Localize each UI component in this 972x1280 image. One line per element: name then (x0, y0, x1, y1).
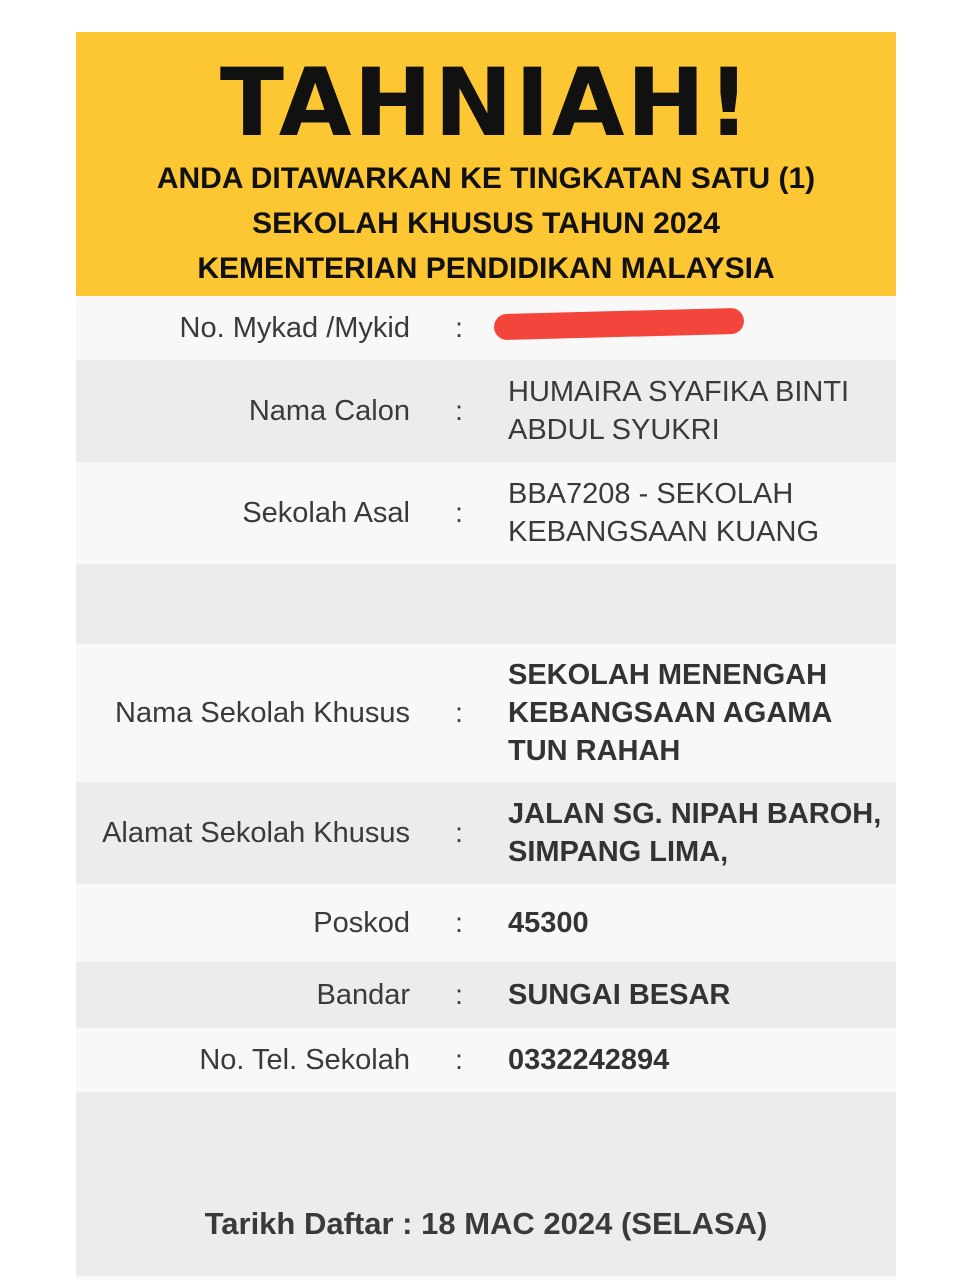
colon: : (455, 907, 463, 938)
sekolah-asal-value: BBA7208 - SEKOLAH KEBANGSAAN KUANG (508, 478, 820, 548)
row-sekolah-asal (76, 462, 896, 564)
row-alamat-sekolah-khusus (76, 782, 896, 884)
sekolah-asal-label: Sekolah Asal (242, 497, 410, 529)
poskod-value: 45300 (508, 907, 589, 939)
mykad-value (508, 309, 896, 347)
nama-calon-label: Nama Calon (248, 395, 410, 427)
spacer-row (76, 564, 896, 644)
colon: : (455, 817, 463, 848)
colon: : (455, 979, 463, 1010)
mykad-label: No. Mykad /Mykid (179, 312, 410, 344)
bandar-label: Bandar (316, 979, 410, 1011)
bandar-value: SUNGAI BESAR (508, 979, 731, 1011)
colon: : (455, 312, 463, 343)
colon: : (455, 497, 463, 528)
nama-calon-value: HUMAIRA SYAFIKA BINTI ABDUL SYUKRI (508, 376, 850, 446)
alamat-sekolah-khusus-value: JALAN SG. NIPAH BAROH, SIMPANG LIMA, (508, 798, 882, 868)
redaction-mark (494, 308, 745, 341)
nama-sekolah-khusus-label: Nama Sekolah Khusus (115, 697, 410, 729)
no-tel-label: No. Tel. Sekolah (199, 1044, 410, 1076)
row-nama-calon (76, 360, 896, 462)
congratulations-banner (76, 32, 896, 296)
no-tel-value: 0332242894 (508, 1044, 670, 1076)
nama-sekolah-khusus-value: SEKOLAH MENENGAH KEBANGSAAN AGAMA TUN RAHAH (508, 659, 832, 767)
colon: : (455, 697, 463, 728)
row-poskod (76, 884, 896, 962)
banner-line-3: KEMENTERIAN PENDIDIKAN MALAYSIA (197, 252, 775, 285)
row-no-tel (76, 1028, 896, 1092)
spacer-row (76, 1092, 896, 1172)
alamat-sekolah-khusus-label: Alamat Sekolah Khusus (102, 817, 410, 849)
row-nama-sekolah-khusus (76, 644, 896, 782)
colon: : (455, 1044, 463, 1075)
banner-line-1: ANDA DITAWARKAN KE TINGKATAN SATU (1) (156, 162, 816, 195)
offer-card (76, 32, 896, 1280)
banner-line-2: SEKOLAH KHUSUS TAHUN 2024 (252, 207, 720, 240)
banner-title: TAHNIAH! (219, 49, 753, 158)
row-bandar (76, 962, 896, 1028)
registration-date: Tarikh Daftar : 18 MAC 2024 (SELASA) (76, 1172, 896, 1276)
row-mykad (76, 296, 896, 360)
poskod-label: Poskod (313, 907, 410, 939)
colon: : (455, 395, 463, 426)
